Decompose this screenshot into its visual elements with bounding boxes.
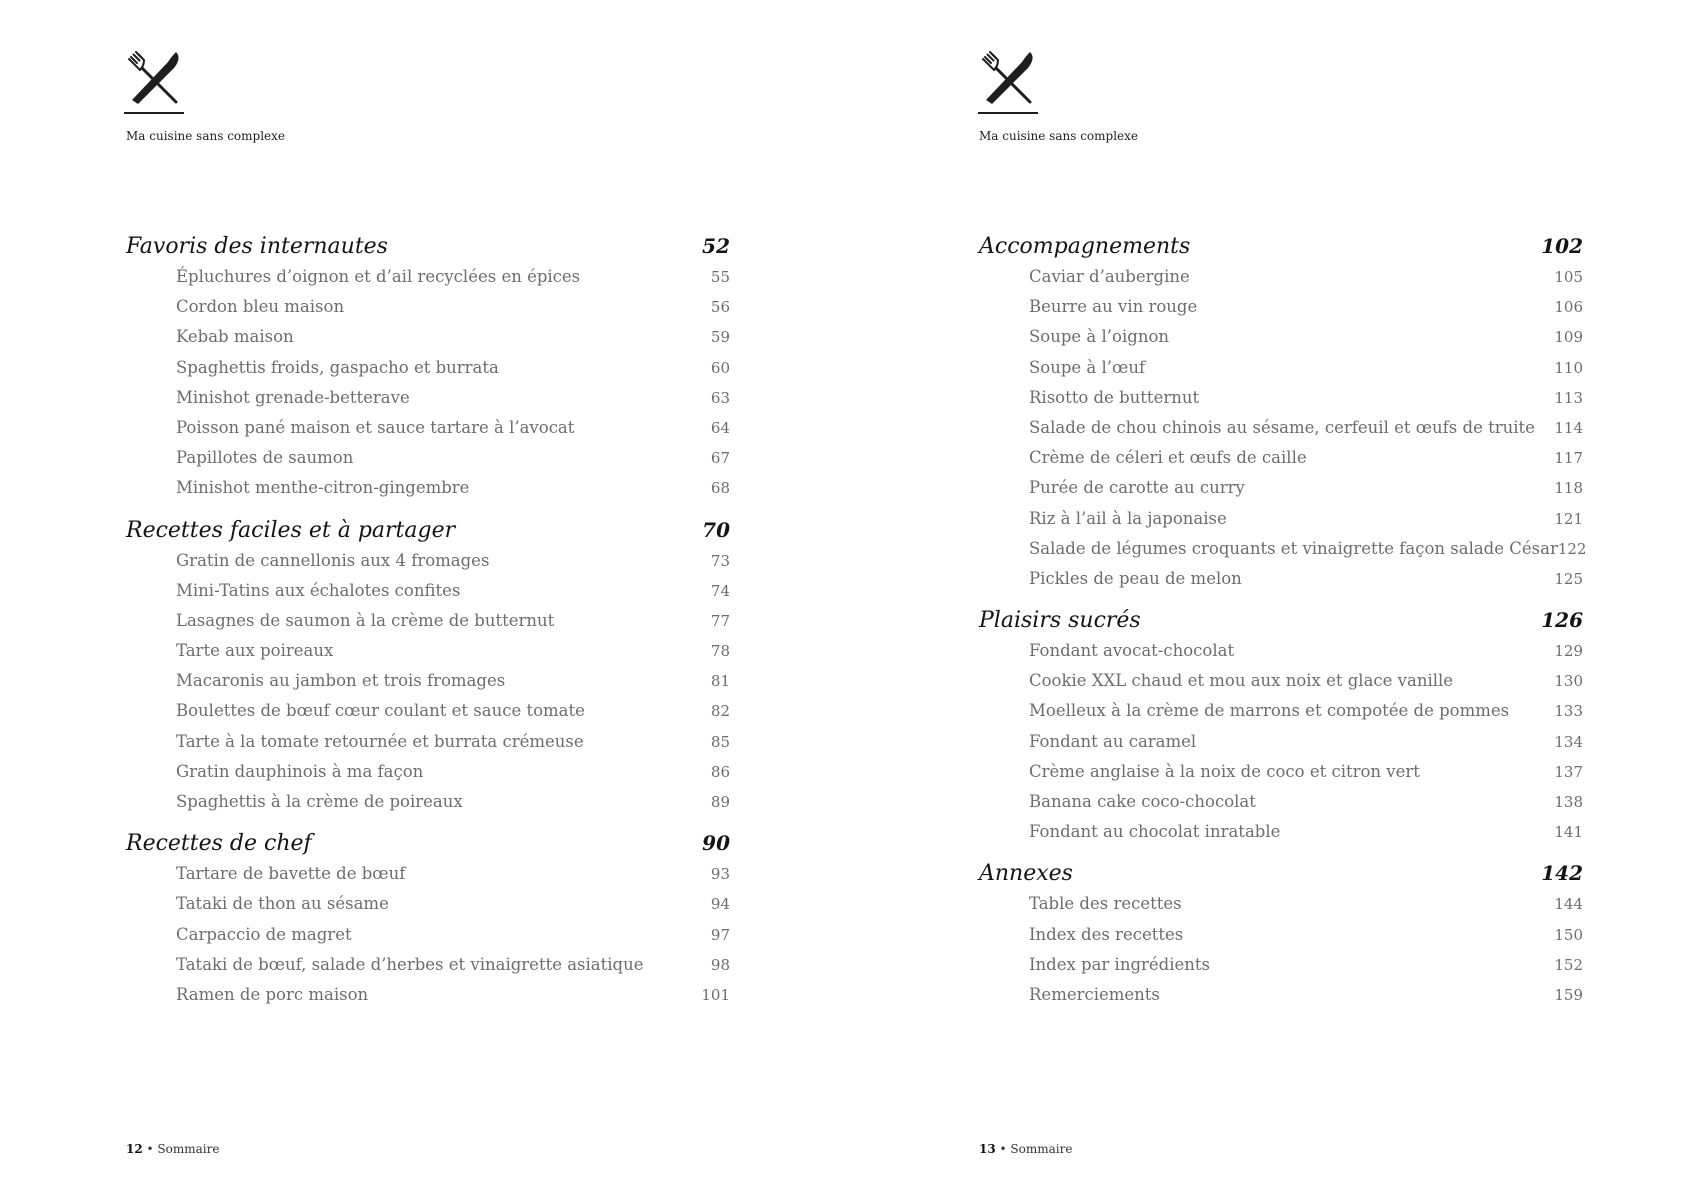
entry-title: Gratin dauphinois à ma façon xyxy=(176,761,424,781)
entry-title: Moelleux à la crème de marrons et compotée de pommes xyxy=(1029,701,1510,721)
section-title: Annexes xyxy=(979,861,1073,887)
entry-page-number: 118 xyxy=(1554,479,1583,498)
entry-page-number: 134 xyxy=(1554,732,1583,751)
section-page-number: 90 xyxy=(702,831,730,856)
entry-title: Minishot menthe-citron-gingembre xyxy=(176,478,470,498)
toc-entry[interactable] xyxy=(126,666,730,696)
entry-title: Papillotes de saumon xyxy=(176,448,354,468)
toc-entry[interactable] xyxy=(126,262,730,292)
entry-title: Kebab maison xyxy=(176,327,294,347)
entry-page-number: 106 xyxy=(1554,298,1583,317)
section-page-number: 126 xyxy=(1541,608,1583,633)
page-footer xyxy=(979,1142,1072,1156)
entry-title: Carpaccio de magret xyxy=(176,924,352,944)
entry-title: Riz à l’ail à la japonaise xyxy=(1029,508,1227,528)
section-heading[interactable] xyxy=(979,604,1583,636)
entry-title: Remerciements xyxy=(1029,984,1160,1004)
section-title: Plaisirs sucrés xyxy=(979,608,1141,634)
toc-entry[interactable] xyxy=(126,413,730,443)
entry-title: Spaghettis froids, gaspacho et burrata xyxy=(176,357,499,377)
toc-entry[interactable] xyxy=(979,353,1583,383)
entry-title: Mini-Tatins aux échalotes confites xyxy=(176,580,461,600)
entry-page-number: 55 xyxy=(710,268,730,286)
entry-title: Lasagnes de saumon à la crème de butternut xyxy=(176,610,555,630)
entry-title: Gratin de cannellonis aux 4 fromages xyxy=(176,550,490,570)
book-title: Ma cuisine sans complexe xyxy=(979,129,1139,143)
table-of-contents-left xyxy=(126,230,730,1020)
entry-page-number: 63 xyxy=(710,388,730,407)
toc-section xyxy=(979,230,1587,594)
toc-entry[interactable] xyxy=(979,262,1583,292)
toc-entry[interactable] xyxy=(979,787,1583,817)
entry-title: Fondant avocat-chocolat xyxy=(1029,641,1235,661)
entry-page-number: 78 xyxy=(710,642,730,661)
toc-entry[interactable] xyxy=(979,473,1583,503)
toc-entry[interactable] xyxy=(126,757,730,787)
page-number: 13 xyxy=(979,1142,996,1156)
toc-entry[interactable] xyxy=(126,546,730,576)
toc-entry[interactable] xyxy=(979,757,1583,787)
footer-label: Sommaire xyxy=(157,1142,220,1156)
toc-entry[interactable] xyxy=(979,920,1583,950)
toc-entry[interactable] xyxy=(126,443,730,473)
table-of-contents-right xyxy=(979,230,1587,1020)
entry-page-number: 152 xyxy=(1554,955,1583,974)
entry-page-number: 59 xyxy=(710,328,730,347)
section-page-number: 142 xyxy=(1541,861,1583,886)
toc-entry[interactable] xyxy=(979,383,1583,413)
entry-page-number: 141 xyxy=(1554,823,1583,842)
entry-title: Macaronis au jambon et trois fromages xyxy=(176,671,506,691)
entry-title: Purée de carotte au curry xyxy=(1029,478,1245,498)
entry-title: Tartare de bavette de bœuf xyxy=(176,864,406,884)
entry-title: Beurre au vin rouge xyxy=(1029,297,1198,317)
entry-page-number: 137 xyxy=(1554,762,1583,781)
section-heading[interactable] xyxy=(979,230,1583,262)
toc-entry[interactable] xyxy=(126,473,730,503)
toc-section xyxy=(979,604,1583,847)
entry-page-number: 110 xyxy=(1554,358,1583,377)
entry-title: Crème anglaise à la noix de coco et citron vert xyxy=(1029,761,1420,781)
toc-entry[interactable] xyxy=(979,666,1583,696)
entry-title: Fondant au chocolat inratable xyxy=(1029,822,1281,842)
entry-title: Index des recettes xyxy=(1029,924,1184,944)
fork-knife-crossed-icon xyxy=(978,48,1038,118)
entry-title: Poisson pané maison et sauce tartare à l’avocat xyxy=(176,417,575,437)
section-heading[interactable] xyxy=(126,514,730,546)
toc-section xyxy=(126,230,730,504)
entry-title: Spaghettis à la crème de poireaux xyxy=(176,792,463,811)
entry-page-number: 121 xyxy=(1554,509,1583,528)
section-heading[interactable] xyxy=(126,827,730,859)
entry-page-number: 125 xyxy=(1554,569,1583,588)
entry-page-number: 81 xyxy=(710,672,730,691)
section-heading[interactable] xyxy=(126,230,730,262)
entry-page-number: 74 xyxy=(710,581,730,600)
entry-title: Fondant au caramel xyxy=(1029,731,1197,751)
entry-page-number: 82 xyxy=(710,702,730,721)
entry-title: Salade de chou chinois au sésame, cerfeuil et œufs de truite xyxy=(1029,417,1535,437)
entry-title: Salade de légumes croquants et vinaigrette façon salade César xyxy=(1029,538,1558,558)
entry-title: Crème de céleri et œufs de caille xyxy=(1029,448,1307,468)
toc-entry[interactable] xyxy=(126,322,730,352)
section-heading[interactable] xyxy=(979,857,1583,889)
toc-entry[interactable] xyxy=(126,950,730,980)
entry-page-number: 130 xyxy=(1554,672,1583,691)
entry-page-number: 97 xyxy=(710,925,730,944)
entry-title: Tarte à la tomate retournée et burrata crémeuse xyxy=(176,731,584,751)
section-page-number: 102 xyxy=(1541,234,1583,258)
entry-page-number: 77 xyxy=(710,611,730,630)
entry-title: Tataki de bœuf, salade d’herbes et vinaigrette asiatique xyxy=(176,954,644,974)
entry-page-number: 138 xyxy=(1554,793,1583,811)
entry-page-number: 113 xyxy=(1554,388,1583,407)
toc-entry[interactable] xyxy=(126,383,730,413)
toc-entry[interactable] xyxy=(979,817,1583,847)
entry-title: Tataki de thon au sésame xyxy=(176,894,389,914)
entry-title: Table des recettes xyxy=(1029,894,1182,914)
toc-section xyxy=(126,514,730,818)
footer-separator: • xyxy=(142,1142,158,1156)
toc-entry[interactable] xyxy=(979,413,1583,443)
toc-entry[interactable] xyxy=(126,859,730,889)
entry-title: Ramen de porc maison xyxy=(176,984,369,1004)
toc-entry[interactable] xyxy=(979,636,1583,666)
section-page-number: 52 xyxy=(702,234,730,258)
section-title: Favoris des internautes xyxy=(126,234,388,259)
right-page xyxy=(850,0,1700,1200)
entry-page-number: 89 xyxy=(710,793,730,811)
toc-entry[interactable] xyxy=(126,696,730,726)
footer-separator: • xyxy=(995,1142,1011,1156)
entry-title: Épluchures d’oignon et d’ail recyclées en épices xyxy=(176,267,581,286)
entry-title: Soupe à l’oignon xyxy=(1029,327,1170,347)
toc-entry[interactable] xyxy=(126,636,730,666)
section-title: Recettes de chef xyxy=(126,831,312,857)
section-page-number: 70 xyxy=(702,517,730,542)
toc-entry[interactable] xyxy=(979,322,1583,352)
entry-title: Risotto de butternut xyxy=(1029,387,1200,407)
entry-page-number: 60 xyxy=(710,358,730,377)
entry-title: Soupe à l’œuf xyxy=(1029,357,1146,377)
entry-title: Pickles de peau de melon xyxy=(1029,568,1242,588)
entry-page-number: 68 xyxy=(710,479,730,498)
entry-page-number: 105 xyxy=(1554,268,1583,286)
entry-page-number: 122 xyxy=(1557,539,1587,558)
entry-page-number: 94 xyxy=(710,895,730,914)
entry-page-number: 93 xyxy=(710,865,730,884)
entry-title: Tarte aux poireaux xyxy=(176,641,334,661)
page-number: 12 xyxy=(126,1142,143,1156)
toc-entry[interactable] xyxy=(979,727,1583,757)
entry-page-number: 159 xyxy=(1554,985,1583,1004)
entry-page-number: 117 xyxy=(1554,449,1583,468)
entry-title: Cordon bleu maison xyxy=(176,297,345,317)
toc-section xyxy=(126,827,730,1010)
section-title: Recettes faciles et à partager xyxy=(126,517,456,543)
toc-entry[interactable] xyxy=(126,292,730,322)
toc-entry[interactable] xyxy=(979,950,1583,980)
fork-knife-crossed-icon xyxy=(124,48,184,118)
entry-page-number: 150 xyxy=(1554,925,1583,944)
toc-section xyxy=(979,857,1583,1010)
entry-page-number: 133 xyxy=(1554,702,1583,721)
toc-entry[interactable] xyxy=(979,696,1583,726)
entry-page-number: 144 xyxy=(1554,895,1583,914)
footer-label: Sommaire xyxy=(1010,1142,1073,1156)
page-footer xyxy=(126,1142,219,1156)
toc-entry[interactable] xyxy=(979,980,1583,1010)
entry-title: Cookie XXL chaud et mou aux noix et glace vanille xyxy=(1029,671,1454,691)
toc-entry[interactable] xyxy=(126,980,730,1010)
toc-entry[interactable] xyxy=(979,889,1583,919)
entry-title: Banana cake coco-chocolat xyxy=(1029,792,1256,811)
toc-entry[interactable] xyxy=(979,443,1583,473)
toc-entry[interactable] xyxy=(979,564,1583,594)
entry-page-number: 114 xyxy=(1554,418,1583,437)
toc-entry[interactable] xyxy=(126,353,730,383)
entry-page-number: 56 xyxy=(710,298,730,317)
entry-title: Boulettes de bœuf cœur coulant et sauce tomate xyxy=(176,701,585,721)
entry-title: Index par ingrédients xyxy=(1029,954,1211,974)
toc-entry[interactable] xyxy=(126,727,730,757)
toc-entry[interactable] xyxy=(126,606,730,636)
entry-title: Minishot grenade-betterave xyxy=(176,387,410,407)
entry-page-number: 109 xyxy=(1554,328,1583,347)
toc-entry[interactable] xyxy=(979,534,1587,564)
toc-entry[interactable] xyxy=(126,576,730,606)
toc-entry[interactable] xyxy=(979,504,1583,534)
toc-entry[interactable] xyxy=(979,292,1583,322)
entry-page-number: 73 xyxy=(710,551,730,570)
entry-page-number: 129 xyxy=(1554,642,1583,661)
toc-entry[interactable] xyxy=(126,920,730,950)
entry-title: Caviar d’aubergine xyxy=(1029,267,1190,286)
toc-entry[interactable] xyxy=(126,787,730,817)
entry-page-number: 101 xyxy=(701,985,730,1004)
toc-entry[interactable] xyxy=(126,889,730,919)
entry-page-number: 86 xyxy=(710,762,730,781)
entry-page-number: 64 xyxy=(710,418,730,437)
book-title: Ma cuisine sans complexe xyxy=(126,129,286,143)
section-title: Accompagnements xyxy=(979,234,1191,259)
entry-page-number: 98 xyxy=(710,955,730,974)
entry-page-number: 67 xyxy=(710,449,730,468)
entry-page-number: 85 xyxy=(710,732,730,751)
